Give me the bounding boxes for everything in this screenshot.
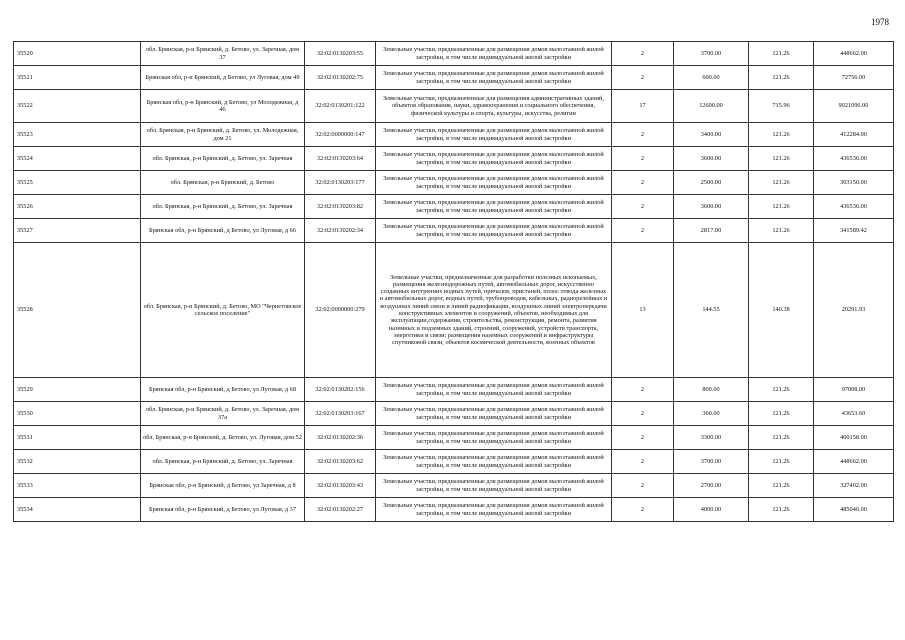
cadastral-value-table — [13, 41, 894, 522]
cadastral-number-cell: 32:02:0130202:34 — [305, 219, 376, 243]
use-group-cell: 2 — [612, 123, 674, 147]
address-cell: обл. Брянская, р-н Брянский, д. Бетово, ул. Заречная — [141, 147, 305, 171]
area-cell: 3700.00 — [674, 450, 749, 474]
cadastral-number-cell: 32:02:0000000:147 — [305, 123, 376, 147]
cadastral-value-cell: 485040.00 — [814, 498, 894, 522]
cadastral-value-cell: 20291.93 — [814, 243, 894, 378]
land-use-description-cell: Земельные участки, предназначенные для размещения домов малоэтажной жилой застройки, в том числе индивидуальной жилой застройки — [376, 195, 612, 219]
land-use-description-cell: Земельные участки, предназначенные для разработки полезных ископаемых, размещения железнодорожных путей, автомобильных дорог, искусственно созданных внутренних водных путей, причалов, пристаней, полос отвода железных и автомобильных дорог, водных путей, трубопроводов, кабельных, радиорелейных и воздушных линий связи и линий радиофикации, воздушных линий электропередачи конструктивных элементов и сооружений, объектов, необходимых для эксплуатации,содержания, строительства, реконструкции, ремонта, развития наземных и подземных зданий, строений, сооружений, устройств транспорта, энергетики и связи; размещения наземных сооружений и инфраструктуры спутниковой связи, объектов космической деятельности, военных объектов — [376, 243, 612, 378]
use-group-cell: 2 — [612, 195, 674, 219]
land-use-description-cell: Земельные участки, предназначенные для размещения домов малоэтажной жилой застройки, в том числе индивидуальной жилой застройки — [376, 66, 612, 90]
land-use-description-cell: Земельные участки, предназначенные для размещения домов малоэтажной жилой застройки, в том числе индивидуальной жилой застройки — [376, 498, 612, 522]
land-use-description-cell: Земельные участки, предназначенные для размещения домов малоэтажной жилой застройки, в том числе индивидуальной жилой застройки — [376, 219, 612, 243]
use-group-cell: 2 — [612, 66, 674, 90]
row-number-cell: 35533 — [14, 474, 141, 498]
specific-value-cell: 121.26 — [749, 474, 814, 498]
cadastral-value-cell: 448662.00 — [814, 42, 894, 66]
use-group-cell: 2 — [612, 219, 674, 243]
address-cell: Брянская обл, р-н Брянский, д Бетово, ул Луговая, дом 49 — [141, 66, 305, 90]
use-group-cell: 13 — [612, 243, 674, 378]
address-cell: Брянская обл, р-н Брянский, д Бетово, ул Луговая, д 66 — [141, 219, 305, 243]
address-cell: обл. Брянская, р-н Брянский, д. Бетово, ул. Заречная — [141, 195, 305, 219]
use-group-cell: 2 — [612, 474, 674, 498]
row-number-cell: 35526 — [14, 195, 141, 219]
cadastral-value-cell: 341589.42 — [814, 219, 894, 243]
specific-value-cell: 121.26 — [749, 402, 814, 426]
specific-value-cell: 121.26 — [749, 378, 814, 402]
row-number-cell: 35522 — [14, 90, 141, 123]
cadastral-value-cell: 43653.60 — [814, 402, 894, 426]
row-number-cell: 35532 — [14, 450, 141, 474]
area-cell: 4000.00 — [674, 498, 749, 522]
area-cell: 800.00 — [674, 378, 749, 402]
table-row — [14, 426, 894, 450]
cadastral-number-cell: 32:02:0130203:167 — [305, 402, 376, 426]
use-group-cell: 2 — [612, 426, 674, 450]
row-number-cell: 35524 — [14, 147, 141, 171]
specific-value-cell: 121.26 — [749, 123, 814, 147]
cadastral-number-cell: 32:02:0130203:82 — [305, 195, 376, 219]
area-cell: 2500.00 — [674, 171, 749, 195]
address-cell: обл. Брянская, р-н Брянский, д. Бетово — [141, 171, 305, 195]
cadastral-value-cell: 412284.00 — [814, 123, 894, 147]
row-number-cell: 35531 — [14, 426, 141, 450]
specific-value-cell: 140.38 — [749, 243, 814, 378]
cadastral-value-cell: 436536.00 — [814, 195, 894, 219]
cadastral-value-cell: 400158.00 — [814, 426, 894, 450]
area-cell: 3700.00 — [674, 42, 749, 66]
address-cell: обл. Брянская, р-н Брянский, д. Бетово, ул. Луговая, дом 52 — [141, 426, 305, 450]
use-group-cell: 17 — [612, 90, 674, 123]
cadastral-number-cell: 32:02:0130201:122 — [305, 90, 376, 123]
area-cell: 3300.00 — [674, 426, 749, 450]
specific-value-cell: 121.26 — [749, 147, 814, 171]
use-group-cell: 2 — [612, 402, 674, 426]
specific-value-cell: 121.26 — [749, 171, 814, 195]
cadastral-number-cell: 32:02:0130202:27 — [305, 498, 376, 522]
cadastral-value-cell: 327402.00 — [814, 474, 894, 498]
table-row — [14, 219, 894, 243]
address-cell: Брянская обл, р-н Брянский, д Бетово, ул Заречная, д 8 — [141, 474, 305, 498]
specific-value-cell: 121.26 — [749, 450, 814, 474]
area-cell: 3600.00 — [674, 147, 749, 171]
cadastral-value-cell: 436536.00 — [814, 147, 894, 171]
table-row — [14, 147, 894, 171]
cadastral-number-cell: 32:02:0130203:177 — [305, 171, 376, 195]
area-cell: 2817.00 — [674, 219, 749, 243]
row-number-cell: 35527 — [14, 219, 141, 243]
row-number-cell: 35523 — [14, 123, 141, 147]
cadastral-number-cell: 32:02:0000000:279 — [305, 243, 376, 378]
row-number-cell: 35530 — [14, 402, 141, 426]
address-cell: Брянская обл, р-н Брянский, д Бетово, ул Луговая, д 37 — [141, 498, 305, 522]
area-cell: 12600.00 — [674, 90, 749, 123]
land-use-description-cell: Земельные участки, предназначенные для размещения домов малоэтажной жилой застройки, в том числе индивидуальной жилой застройки — [376, 171, 612, 195]
cadastral-value-cell: 9021096.00 — [814, 90, 894, 123]
use-group-cell: 2 — [612, 498, 674, 522]
cadastral-number-cell: 32:02:0130202:75 — [305, 66, 376, 90]
table-row — [14, 474, 894, 498]
page-number: 1978 — [871, 17, 889, 27]
table-row — [14, 402, 894, 426]
cadastral-number-cell: 32:02:0130203:43 — [305, 474, 376, 498]
cadastral-value-cell: 97008.00 — [814, 378, 894, 402]
row-number-cell: 35520 — [14, 42, 141, 66]
land-use-description-cell: Земельные участки, предназначенные для размещения домов малоэтажной жилой застройки, в том числе индивидуальной жилой застройки — [376, 474, 612, 498]
cadastral-number-cell: 32:02:0130202:156 — [305, 378, 376, 402]
area-cell: 360.00 — [674, 402, 749, 426]
cadastral-number-cell: 32:02:0130203:55 — [305, 42, 376, 66]
table-row — [14, 243, 894, 378]
specific-value-cell: 121.26 — [749, 219, 814, 243]
row-number-cell: 35521 — [14, 66, 141, 90]
cadastral-number-cell: 32:02:0130203:62 — [305, 450, 376, 474]
address-cell: обл. Брянская, р-н Брянский, д. Бетово, МО "Чернетовское сельское поселение" — [141, 243, 305, 378]
address-cell: обл. Брянская, р-н Брянский, д. Бетово, ул. Молодежная, дом 21 — [141, 123, 305, 147]
row-number-cell: 35528 — [14, 243, 141, 378]
specific-value-cell: 121.26 — [749, 42, 814, 66]
address-cell: обл. Брянская, р-н Брянский, д. Бетово, ул. Заречная, дом 37а — [141, 402, 305, 426]
table-row — [14, 378, 894, 402]
table-row — [14, 123, 894, 147]
area-cell: 3600.00 — [674, 195, 749, 219]
area-cell: 144.55 — [674, 243, 749, 378]
specific-value-cell: 715.96 — [749, 90, 814, 123]
table-row — [14, 195, 894, 219]
table-row — [14, 90, 894, 123]
use-group-cell: 2 — [612, 378, 674, 402]
use-group-cell: 2 — [612, 171, 674, 195]
cadastral-value-cell: 72756.00 — [814, 66, 894, 90]
use-group-cell: 2 — [612, 42, 674, 66]
table-row — [14, 498, 894, 522]
address-cell: Брянская обл, р-н Брянский, д Бетово, ул Молодежная, д 46 — [141, 90, 305, 123]
cadastral-value-cell: 303150.00 — [814, 171, 894, 195]
table-body — [14, 42, 894, 522]
specific-value-cell: 121.26 — [749, 66, 814, 90]
land-use-description-cell: Земельные участки, предназначенные для размещения домов малоэтажной жилой застройки, в том числе индивидуальной жилой застройки — [376, 378, 612, 402]
land-use-description-cell: Земельные участки, предназначенные для размещения домов малоэтажной жилой застройки, в том числе индивидуальной жилой застройки — [376, 402, 612, 426]
row-number-cell: 35525 — [14, 171, 141, 195]
table-row — [14, 171, 894, 195]
use-group-cell: 2 — [612, 147, 674, 171]
table-row — [14, 450, 894, 474]
land-use-description-cell: Земельные участки, предназначенные для размещения административных зданий, объектов образования, науки, здравоохранения и социального обеспечения, физической культуры и спорта, культуры, искусства, религии — [376, 90, 612, 123]
area-cell: 2700.00 — [674, 474, 749, 498]
cadastral-value-cell: 448662.00 — [814, 450, 894, 474]
address-cell: обл. Брянская, р-н Брянский, д. Бетово, ул. Заречная — [141, 450, 305, 474]
address-cell: обл. Брянская, р-н Брянский, д. Бетово, ул. Заречная, дом 37 — [141, 42, 305, 66]
table-row — [14, 66, 894, 90]
area-cell: 600.00 — [674, 66, 749, 90]
land-use-description-cell: Земельные участки, предназначенные для размещения домов малоэтажной жилой застройки, в том числе индивидуальной жилой застройки — [376, 147, 612, 171]
area-cell: 3400.00 — [674, 123, 749, 147]
cadastral-number-cell: 32:02:0130202:36 — [305, 426, 376, 450]
table-row — [14, 42, 894, 66]
cadastral-number-cell: 32:02:0130203:64 — [305, 147, 376, 171]
use-group-cell: 2 — [612, 450, 674, 474]
land-use-description-cell: Земельные участки, предназначенные для размещения домов малоэтажной жилой застройки, в том числе индивидуальной жилой застройки — [376, 450, 612, 474]
land-use-description-cell: Земельные участки, предназначенные для размещения домов малоэтажной жилой застройки, в том числе индивидуальной жилой застройки — [376, 426, 612, 450]
specific-value-cell: 121.26 — [749, 195, 814, 219]
row-number-cell: 35529 — [14, 378, 141, 402]
land-use-description-cell: Земельные участки, предназначенные для размещения домов малоэтажной жилой застройки, в том числе индивидуальной жилой застройки — [376, 42, 612, 66]
address-cell: Брянская обл, р-н Брянский, д Бетово, ул Луговая, д 68 — [141, 378, 305, 402]
specific-value-cell: 121.26 — [749, 498, 814, 522]
land-use-description-cell: Земельные участки, предназначенные для размещения домов малоэтажной жилой застройки, в том числе индивидуальной жилой застройки — [376, 123, 612, 147]
specific-value-cell: 121.26 — [749, 426, 814, 450]
row-number-cell: 35534 — [14, 498, 141, 522]
